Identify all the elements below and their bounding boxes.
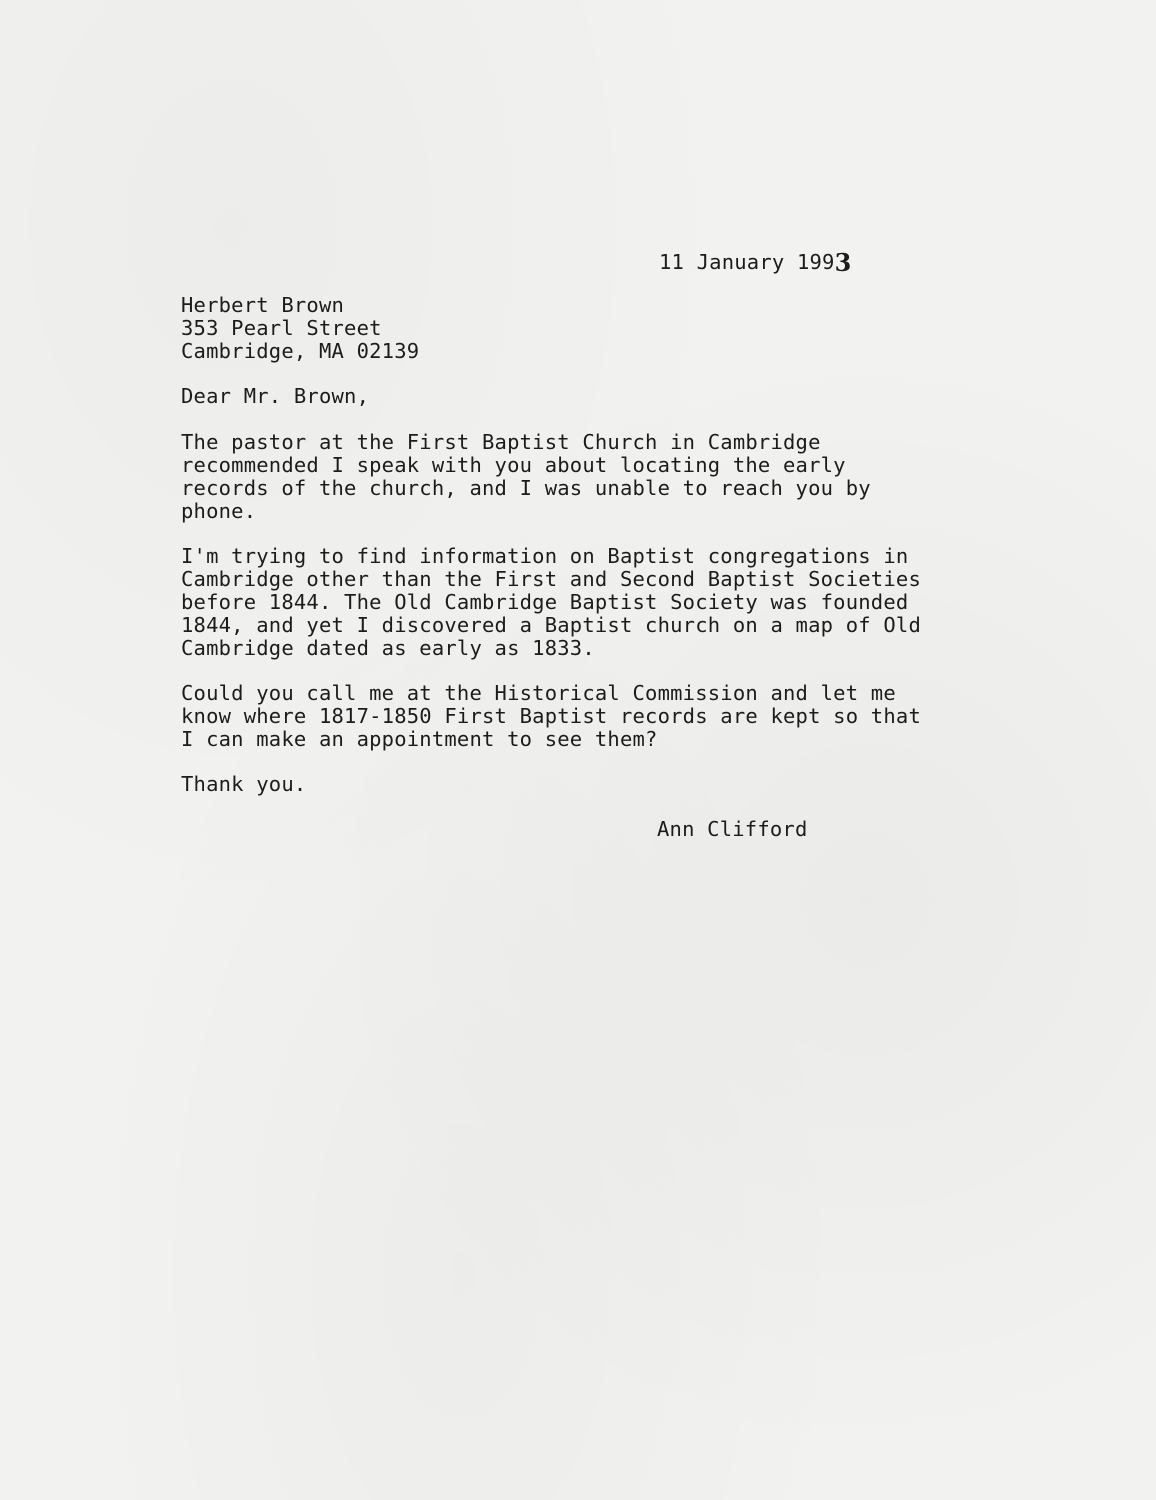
recipient-name: Herbert Brown — [181, 293, 345, 317]
recipient-street: 353 Pearl Street — [181, 316, 382, 340]
paragraph-2-line-2: Cambridge other than the First and Second Baptist Societies — [181, 567, 921, 591]
paragraph-3-line-3: I can make an appointment to see them? — [181, 727, 658, 751]
paragraph-3-line-1: Could you call me at the Historical Commission and let me — [181, 681, 896, 705]
paragraph-2-line-1: I'm trying to find information on Baptist congregations in — [181, 544, 909, 568]
date-typed: 11 January 199 — [659, 250, 835, 274]
paragraph-3-line-2: know where 1817-1850 First Baptist records are kept so that — [181, 704, 921, 728]
recipient-city: Cambridge, MA 02139 — [181, 339, 420, 363]
paragraph-1-line-1: The pastor at the First Baptist Church in Cambridge — [181, 430, 821, 454]
letter-date — [659, 248, 852, 277]
salutation: Dear Mr. Brown, — [181, 384, 370, 408]
paragraph-1-line-4: phone. — [181, 499, 257, 523]
paragraph-2-line-3: before 1844. The Old Cambridge Baptist Society was founded — [181, 590, 909, 614]
paragraph-1-line-2: recommended I speak with you about locating the early — [181, 453, 846, 477]
paragraph-1-line-3: records of the church, and I was unable to reach you by — [181, 476, 871, 500]
paragraph-2-line-4: 1844, and yet I discovered a Baptist church on a map of Old — [181, 613, 921, 637]
date-handwritten-digit: 3 — [834, 248, 852, 277]
closing: Thank you. — [181, 772, 307, 796]
paragraph-2-line-5: Cambridge dated as early as 1833. — [181, 636, 595, 660]
signature-name: Ann Clifford — [657, 817, 808, 841]
